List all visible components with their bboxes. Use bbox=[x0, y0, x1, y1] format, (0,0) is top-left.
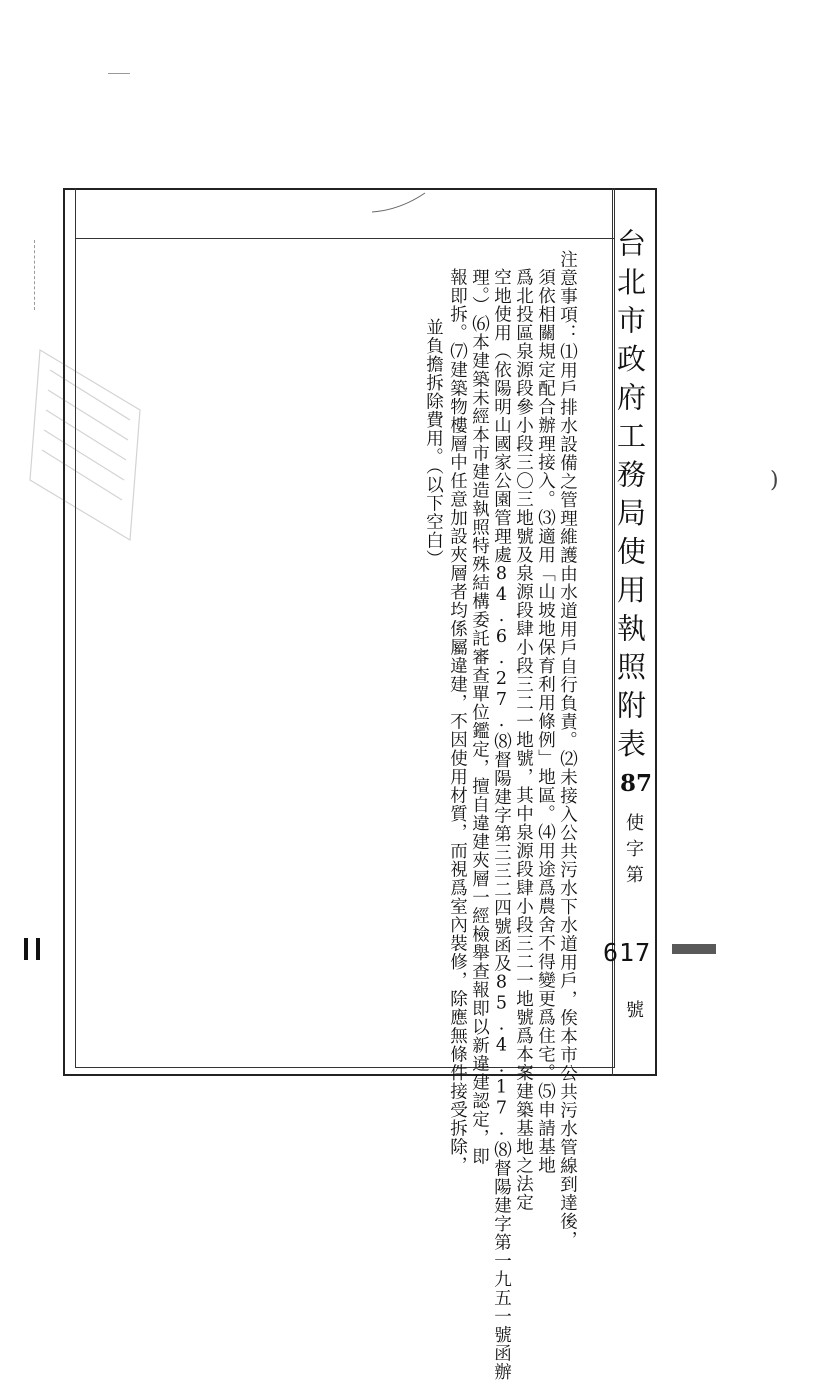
faded-stamp-mark bbox=[20, 330, 160, 560]
notes-column-2: 須依相關規定配合辦理接入。⑶適用「山坡地保育利用條例」地區。⑷用途爲農舍不得變更爲住宅。⑸申請基地 bbox=[535, 268, 556, 1175]
scan-edge-mark bbox=[24, 938, 40, 960]
notes-column-4: 空地使用（依陽明山國家公園管理處84.6.27.⑻督陽建字第三三二四號函及85.4.17.⑻督陽建字第一九五一號函辦 bbox=[491, 268, 512, 1381]
form-number: 87 bbox=[620, 770, 653, 797]
scan-ink-smudge bbox=[672, 944, 716, 954]
license-suffix: 號 bbox=[623, 1000, 644, 1018]
license-prefix: 使字第 bbox=[623, 813, 644, 891]
notes-column-3: 爲北投區泉源段參小段三〇三地號及泉源段肆小段三二一地號，其中泉源段肆小段三二一地號爲本案建築基地之法定 bbox=[513, 268, 534, 1212]
notes-column-7: 並負擔拆除費用。（以下空白） bbox=[423, 318, 444, 569]
header-rule bbox=[75, 238, 615, 239]
license-number: 617 bbox=[603, 938, 652, 967]
margin-mark bbox=[108, 73, 130, 74]
notes-column-6: 報即拆。⑺建築物樓層中任意加設夾層者均係屬違建，不因使用材質，而視爲室內裝修，除應無條件接受拆除， bbox=[447, 268, 468, 1175]
form-inner-border bbox=[75, 188, 615, 1068]
form-title: 台北市政府工務局使用執照附表 bbox=[613, 228, 647, 767]
notes-column-5: 理。）⑹本建築未經本市建造執照特殊結構委託審查單位鑑定，擅自違建夾層一經檢舉查報即以新違建認定，即 bbox=[469, 268, 490, 1166]
notes-column-1: 注意事項：⑴用戶排水設備之管理維護由水道用戶自行負責。⑵未接入公共污水下水道用戶，俟本市公共污水管線到達後， bbox=[557, 250, 578, 1249]
stray-scan-mark: ) bbox=[770, 468, 779, 493]
left-margin-line bbox=[34, 240, 35, 310]
